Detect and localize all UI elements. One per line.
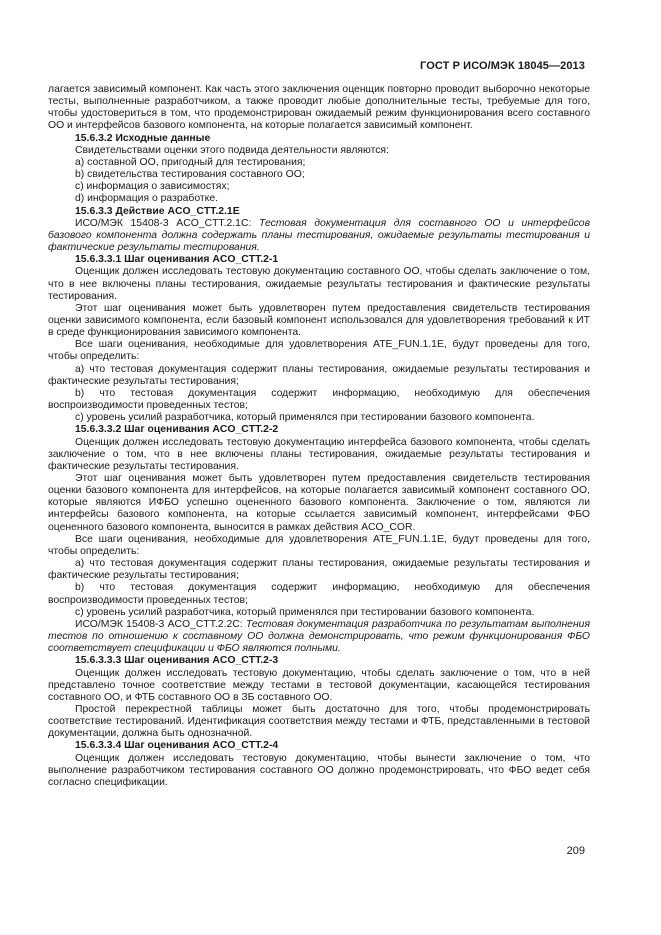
list-item: а) составной ОО, пригодный для тестирования; (75, 156, 306, 168)
list-item: а) что тестовая документация содержит планы тестирования, ожидаемые результаты тестирования и фактические результаты тестирования; (48, 363, 590, 387)
paragraph: Оценщик должен исследовать тестовую документацию интерфейса базового компонента, чтобы сделать заключение о том, что в нее включены планы тестирования, ожидаемые результаты тестирования и фактические результаты тестирования. (48, 436, 590, 472)
requirement-paragraph (48, 218, 590, 254)
paragraph: Оценщик должен исследовать тестовую документацию, чтобы сделать заключение о том, что в ней представлено точное соответствие между тестами в тестовой документации, касающейся тестирования составного ОО, и ФТБ составного ОО в ЗБ составного ОО. (48, 667, 590, 703)
requirement-paragraph (48, 619, 590, 655)
standard-header: ГОСТ Р ИСО/МЭК 18045—2013 (420, 60, 585, 72)
list-item: с) уровень усилий разработчика, который применялся при тестировании базового компонента. (75, 412, 535, 424)
section-heading: 15.6.3.3.1 Шаг оценивания ACO_CTT.2-1 (75, 254, 279, 266)
paragraph: Простой перекрестной таблицы может быть достаточно для того, чтобы продемонстрировать соответствие тестирований. Идентификация соответствия между тестами и ФТБ, представленными в тестовой документации, должна быть однозначной. (48, 703, 590, 740)
paragraph: Этот шаг оценивания может быть удовлетворен путем предоставления свидетельств тестирования оценки зависимого компонента, если базовый компонент использовался для удовлетворения требований к ИТ в среде функционирования зависимого компонента. (48, 302, 590, 339)
page-number: 209 (566, 845, 585, 857)
list-item: а) что тестовая документация содержит планы тестирования, ожидаемые результаты тестирования и фактические результаты тестирования; (48, 558, 590, 582)
section-heading: 15.6.3.3.3 Шаг оценивания ACO_CTT.2-3 (75, 655, 279, 667)
section-heading: 15.6.3.3.4 Шаг оценивания ACO_CTT.2-4 (75, 740, 279, 752)
paragraph: Оценщик должен исследовать тестовую документацию составного ОО, чтобы сделать заключение о том, что в нее включены планы тестирования, ожидаемые результаты тестирования и фактические результаты тестирования. (48, 266, 590, 302)
requirement-ref: ИСО/МЭК 15408-3 ACO_CTT.2.1C: (75, 217, 259, 229)
list-item: d) информация о разработке. (75, 193, 218, 205)
paragraph: Этот шаг оценивания может быть удовлетворен путем предоставления свидетельств тестирования оценки базового компонента для интерфейсов, на которые полагается зависимый компонент составного ОО, которые являются ИФБО успешно оцененного базового компонента. Заключение о том, являются ли интерфейсы базового компонента, на которые ссылается зависимый компонент, интерфейсами ФБО оцененного базового компонента, выносится в рамках действия ACO_COR. (48, 473, 590, 533)
list-item: b) свидетельства тестирования составного ОО; (75, 169, 305, 181)
paragraph: Все шаги оценивания, необходимые для удовлетворения ATE_FUN.1.1E, будут проведены для того, чтобы определить: (48, 533, 590, 557)
section-heading: 15.6.3.2 Исходные данные (75, 132, 211, 144)
list-item: b) что тестовая документация содержит информацию, необходимую для обеспечения воспроизводимости проведенных тестов; (48, 387, 590, 412)
document-body (48, 84, 590, 789)
paragraph: Оценщик должен исследовать тестовую документацию, чтобы вынести заключение о том, что выполнение разработчиком тестирования составного ОО должно продемонстрировать, что ФБО ведет себя согласно спецификации. (48, 752, 590, 788)
paragraph: Свидетельствами оценки этого подвида деятельности являются: (75, 144, 389, 156)
requirement-ref: ИСО/МЭК 15408-3 ACO_CTT.2.2C: (75, 618, 246, 630)
list-item: b) что тестовая документация содержит информацию, необходимую для обеспечения воспроизводимости проведенных тестов; (48, 582, 590, 606)
list-item: с) уровень усилий разработчика, который применялся при тестировании базового компонента. (75, 606, 535, 618)
section-heading: 15.6.3.3 Действие ACO_CTT.2.1E (75, 205, 240, 217)
list-item: с) информация о зависимостях; (75, 181, 230, 193)
section-heading: 15.6.3.3.2 Шаг оценивания ACO_CTT.2-2 (75, 424, 279, 436)
requirement-text: Тестовая документация для составного ОО и интерфейсов базового компонента должна содержать планы тестирования, ожидаемые результаты тестирования и фактические результаты тестирования. (48, 217, 591, 254)
paragraph: Все шаги оценивания, необходимые для удовлетворения ATE_FUN.1.1E, будут проведены для того, чтобы определить: (48, 339, 590, 363)
paragraph: лагается зависимый компонент. Как часть этого заключения оценщик повторно проводит выборочно некоторые тесты, выполненные разработчиком, а также проводит любые дополнительные тесты, требуемые для того, чтобы удостовериться в том, что продемонстрирован ожидаемый режим функционирования всего составного ОО и интерфейсов базового компонента, на которые полагается зависимый компонент. (48, 84, 590, 132)
requirement-text: Тестовая документация разработчика по результатам выполнения тестов по отношению к составному ОО должна демонстрировать, что режим функционирования ФБО соответствует спецификации и ФБО являются полными. (48, 618, 590, 655)
